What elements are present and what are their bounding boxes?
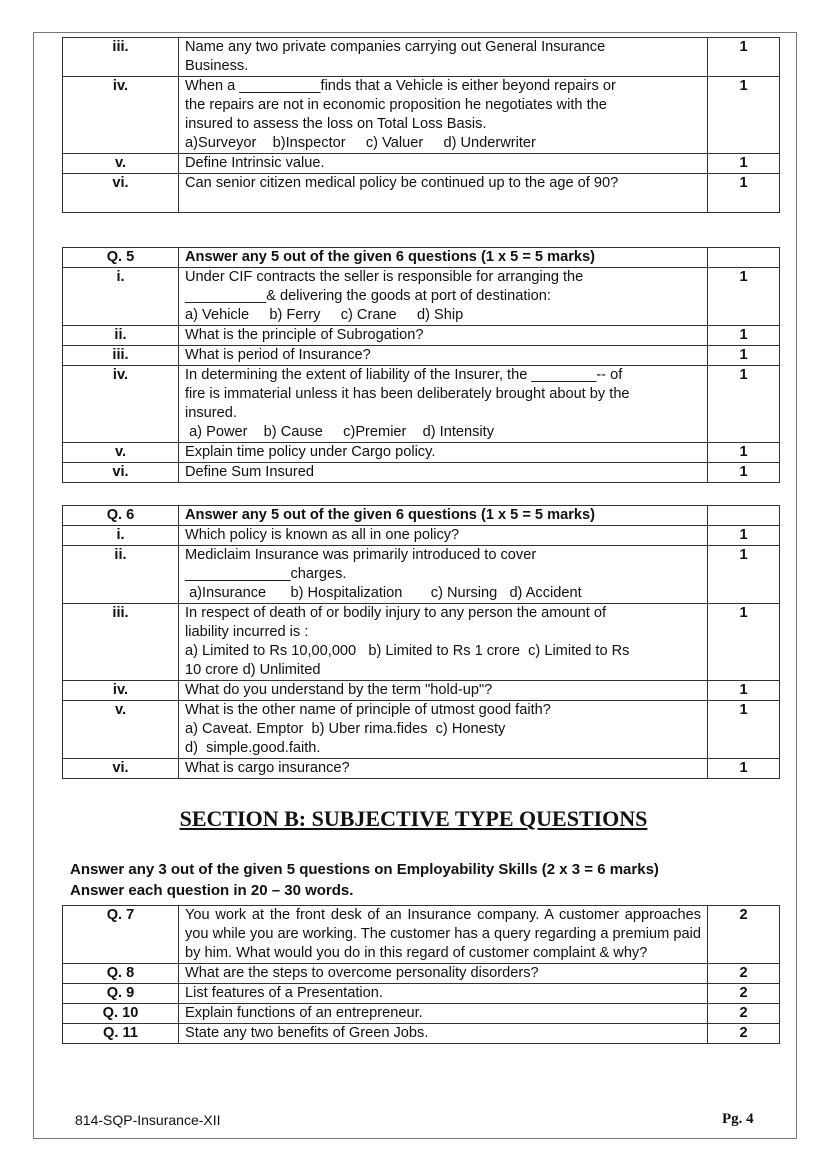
question-line: What is period of Insurance? (185, 347, 371, 363)
question-marks: 1 (708, 463, 780, 483)
question-text (179, 463, 708, 483)
question-text: What are the steps to overcome personality disorders? (179, 964, 708, 984)
question-marks: 1 (708, 443, 780, 463)
section-b-instruction: Answer any 3 out of the given 5 questions on Employability Skills (2 x 3 = 6 marks) (70, 861, 659, 878)
question-row (63, 604, 780, 681)
q6-table (62, 505, 780, 779)
question-number: Q. 9 (63, 984, 179, 1004)
question-line (185, 193, 701, 212)
section-b-table (62, 905, 780, 1044)
question-text (179, 174, 708, 213)
question-text (179, 366, 708, 443)
question-line: _____________charges. (185, 566, 347, 582)
question-line: Explain time policy under Cargo policy. (185, 444, 436, 460)
question-number: Q. 11 (63, 1024, 179, 1044)
question-text (179, 326, 708, 346)
page-number: Pg. 4 (722, 1111, 754, 1127)
question-row (63, 38, 780, 77)
question-line: insured to assess the loss on Total Loss Basis. (185, 116, 487, 132)
question-line: a) Caveat. Emptor b) Uber rima.fides c) Honesty (185, 721, 506, 737)
question-marks: 1 (708, 366, 780, 443)
question-marks: 1 (708, 759, 780, 779)
question-marks: 2 (708, 984, 780, 1004)
question-text (179, 38, 708, 77)
question-marks: 1 (708, 526, 780, 546)
question-marks: 1 (708, 546, 780, 604)
question-line: __________& delivering the goods at port of destination: (185, 288, 551, 304)
question-number: Q. 5 (63, 248, 179, 268)
marks-cell (708, 248, 780, 268)
question-line: Which policy is known as all in one policy? (185, 527, 460, 543)
question-line: What is the other name of principle of utmost good faith? (185, 702, 551, 718)
question-text: You work at the front desk of an Insurance company. A customer approaches you while you are working. The customer has a query regarding a premium paid by him. What would you do in this regard of customer complaint & why? (179, 906, 708, 964)
question-row (63, 526, 780, 546)
question-number: vi. (63, 174, 179, 213)
question-marks: 1 (708, 268, 780, 326)
question-number: iv. (63, 366, 179, 443)
question-marks: 1 (708, 326, 780, 346)
question-number: vi. (63, 759, 179, 779)
question-marks: 1 (708, 38, 780, 77)
question-row (63, 268, 780, 326)
question-line: 10 crore d) Unlimited (185, 662, 321, 678)
question-line: Name any two private companies carrying out General Insurance (185, 39, 606, 55)
question-row (63, 906, 780, 964)
question-number: ii. (63, 546, 179, 604)
question-row (63, 964, 780, 984)
question-number: iii. (63, 346, 179, 366)
question-line: In determining the extent of liability of the Insurer, the ________-- of (185, 367, 623, 383)
question-number: v. (63, 701, 179, 759)
question-line: Can senior citizen medical policy be continued up to the age of 90? (185, 175, 619, 191)
question-row (63, 984, 780, 1004)
question-number: ii. (63, 326, 179, 346)
question-number: iv. (63, 681, 179, 701)
question-number: vi. (63, 463, 179, 483)
question-line: Under CIF contracts the seller is responsible for arranging the (185, 269, 584, 285)
question-row (63, 681, 780, 701)
question-line: liability incurred is : (185, 624, 309, 640)
question-text (179, 526, 708, 546)
section-b-title: SECTION B: SUBJECTIVE TYPE QUESTIONS (179, 806, 648, 831)
question-line: Business. (185, 58, 249, 74)
question-marks: 1 (708, 77, 780, 154)
question-number: Q. 8 (63, 964, 179, 984)
question-line: What is the principle of Subrogation? (185, 327, 424, 343)
question-number: i. (63, 268, 179, 326)
question-header-row (63, 506, 780, 526)
question-line: fire is immaterial unless it has been deliberately brought about by the (185, 386, 630, 402)
question-text (179, 268, 708, 326)
question-row (63, 1004, 780, 1024)
q4-continued-table (62, 37, 780, 213)
question-line: What is cargo insurance? (185, 760, 350, 776)
question-row (63, 546, 780, 604)
question-row (63, 154, 780, 174)
question-text: Explain functions of an entrepreneur. (179, 1004, 708, 1024)
question-row (63, 701, 780, 759)
question-row (63, 326, 780, 346)
question-marks: 1 (708, 681, 780, 701)
question-number: v. (63, 443, 179, 463)
question-number: iii. (63, 604, 179, 681)
question-header-row (63, 248, 780, 268)
question-row (63, 77, 780, 154)
question-row (63, 1024, 780, 1044)
question-marks: 2 (708, 906, 780, 964)
question-line: Define Intrinsic value. (185, 155, 325, 171)
question-line: insured. (185, 405, 237, 421)
question-text (179, 604, 708, 681)
question-marks: 2 (708, 1004, 780, 1024)
question-line: a) Vehicle b) Ferry c) Crane d) Ship (185, 307, 464, 323)
question-line: When a __________finds that a Vehicle is either beyond repairs or (185, 78, 616, 94)
question-number: i. (63, 526, 179, 546)
question-text (179, 346, 708, 366)
question-line: Mediclaim Insurance was primarily introduced to cover (185, 547, 537, 563)
footer-code: 814-SQP-Insurance-XII (75, 1112, 221, 1128)
question-row (63, 759, 780, 779)
question-text (179, 701, 708, 759)
question-number: v. (63, 154, 179, 174)
question-text (179, 77, 708, 154)
question-line: a)Insurance b) Hospitalization c) Nursing d) Accident (185, 585, 582, 601)
question-number: Q. 6 (63, 506, 179, 526)
section-b-word-limit: Answer each question in 20 – 30 words. (70, 882, 354, 899)
question-line: What do you understand by the term "hold-up"? (185, 682, 493, 698)
question-row (63, 463, 780, 483)
question-number: iii. (63, 38, 179, 77)
question-marks: 2 (708, 964, 780, 984)
question-marks: 1 (708, 174, 780, 213)
question-instruction: Answer any 5 out of the given 6 questions (1 x 5 = 5 marks) (179, 248, 708, 268)
question-marks: 1 (708, 154, 780, 174)
question-line: a)Surveyor b)Inspector c) Valuer d) Underwriter (185, 135, 536, 151)
question-row (63, 174, 780, 213)
question-marks: 1 (708, 604, 780, 681)
question-line: a) Power b) Cause c)Premier d) Intensity (185, 424, 495, 440)
question-text (179, 681, 708, 701)
question-row (63, 366, 780, 443)
marks-cell (708, 506, 780, 526)
question-text (179, 546, 708, 604)
question-text: List features of a Presentation. (179, 984, 708, 1004)
question-number: iv. (63, 77, 179, 154)
question-line: In respect of death of or bodily injury to any person the amount of (185, 605, 607, 621)
question-text: State any two benefits of Green Jobs. (179, 1024, 708, 1044)
question-line: d) simple.good.faith. (185, 740, 321, 756)
question-line: a) Limited to Rs 10,00,000 b) Limited to Rs 1 crore c) Limited to Rs (185, 643, 630, 659)
question-marks: 2 (708, 1024, 780, 1044)
question-number: Q. 7 (63, 906, 179, 964)
question-line: Define Sum Insured (185, 464, 314, 480)
question-line: the repairs are not in economic proposition he negotiates with the (185, 97, 607, 113)
q5-table (62, 247, 780, 483)
question-text (179, 154, 708, 174)
question-row (63, 346, 780, 366)
question-marks: 1 (708, 346, 780, 366)
question-number: Q. 10 (63, 1004, 179, 1024)
question-text (179, 443, 708, 463)
question-row (63, 443, 780, 463)
question-text (179, 759, 708, 779)
question-marks: 1 (708, 701, 780, 759)
question-instruction: Answer any 5 out of the given 6 questions (1 x 5 = 5 marks) (179, 506, 708, 526)
